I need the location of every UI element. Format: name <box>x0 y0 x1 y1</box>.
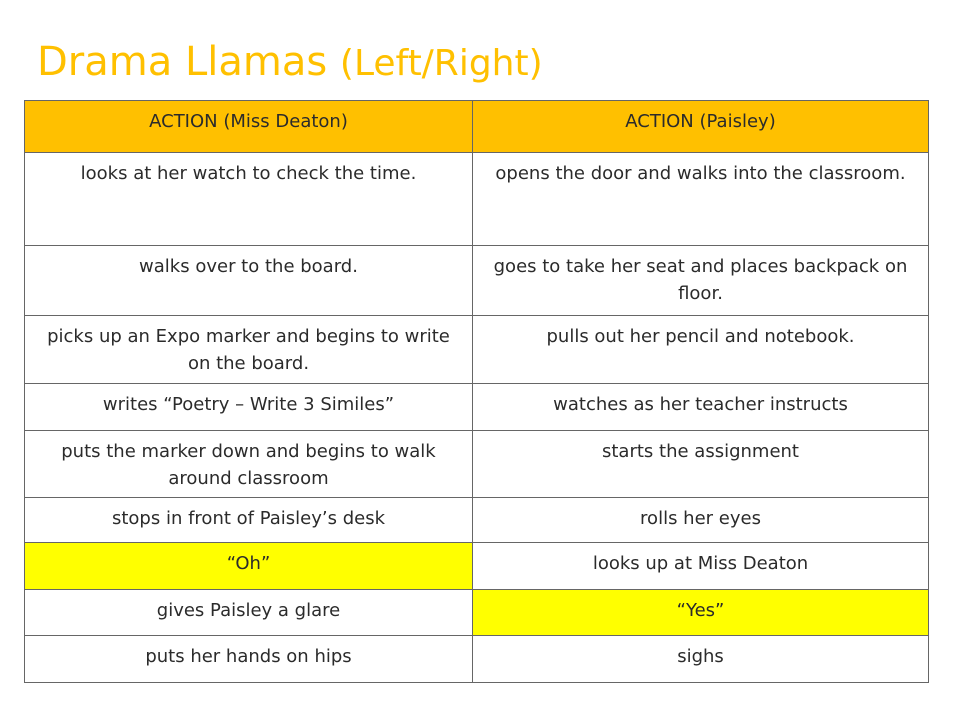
title-main: Drama Llamas <box>37 39 328 85</box>
table-row <box>25 590 929 636</box>
cell-miss-deaton-highlighted: “Oh” <box>25 543 473 590</box>
cell-miss-deaton: stops in front of Paisley’s desk <box>25 498 473 543</box>
header-miss-deaton: ACTION (Miss Deaton) <box>25 101 473 153</box>
cell-paisley: rolls her eyes <box>473 498 929 543</box>
cell-paisley: opens the door and walks into the classroom. <box>473 153 929 246</box>
table-row <box>25 431 929 498</box>
table-row <box>25 316 929 384</box>
cell-paisley: goes to take her seat and places backpack on floor. <box>473 246 929 316</box>
table-row <box>25 498 929 543</box>
cell-paisley: pulls out her pencil and notebook. <box>473 316 929 384</box>
table-row <box>25 153 929 246</box>
table-row <box>25 543 929 590</box>
table-header-row <box>25 101 929 153</box>
slide-title <box>37 30 543 96</box>
cell-miss-deaton: picks up an Expo marker and begins to write on the board. <box>25 316 473 384</box>
cell-miss-deaton: looks at her watch to check the time. <box>25 153 473 246</box>
table-row <box>25 384 929 431</box>
table-row <box>25 636 929 683</box>
cell-paisley: looks up at Miss Deaton <box>473 543 929 590</box>
cell-paisley-highlighted: “Yes” <box>473 590 929 636</box>
title-subtitle: (Left/Right) <box>339 43 543 84</box>
cell-paisley: starts the assignment <box>473 431 929 498</box>
table-row <box>25 246 929 316</box>
header-paisley: ACTION (Paisley) <box>473 101 929 153</box>
cell-miss-deaton: gives Paisley a glare <box>25 590 473 636</box>
cell-paisley: watches as her teacher instructs <box>473 384 929 431</box>
cell-paisley: sighs <box>473 636 929 683</box>
cell-miss-deaton: writes “Poetry – Write 3 Similes” <box>25 384 473 431</box>
cell-miss-deaton: puts the marker down and begins to walk around classroom <box>25 431 473 498</box>
action-table <box>24 100 929 683</box>
cell-miss-deaton: walks over to the board. <box>25 246 473 316</box>
cell-miss-deaton: puts her hands on hips <box>25 636 473 683</box>
